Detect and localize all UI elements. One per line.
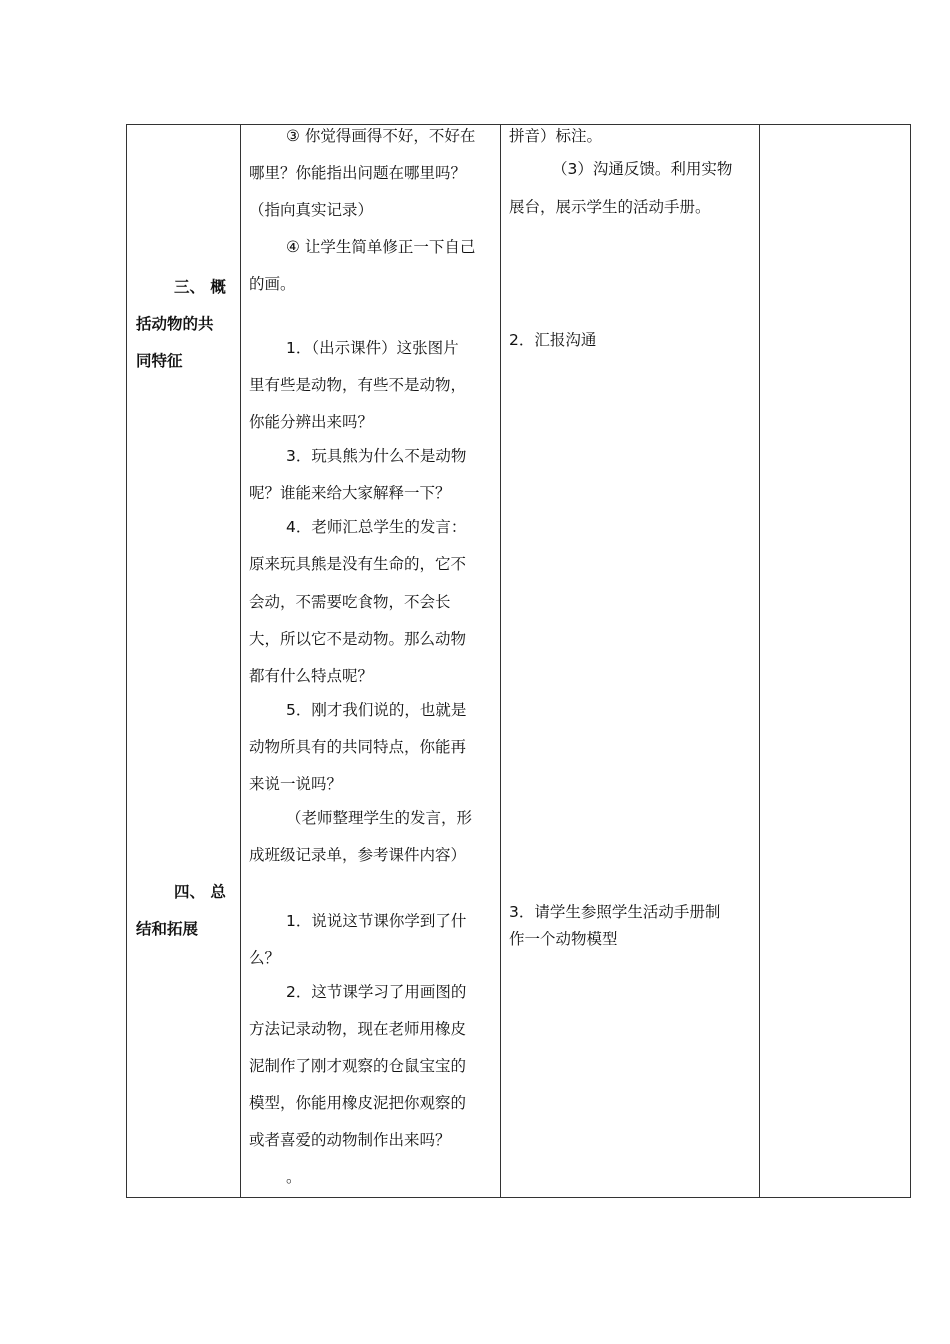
teacher-activity-line: 。 [286, 1168, 302, 1186]
column-divider [500, 125, 501, 1197]
student-activity-line: 作一个动物模型 [509, 930, 618, 948]
teacher-activity-line: 大，所以它不是动物。那么动物 [249, 630, 467, 648]
teacher-activity-line: 或者喜爱的动物制作出来吗？ [249, 1131, 451, 1149]
teacher-activity-line: 模型，你能用橡皮泥把你观察的 [249, 1094, 467, 1112]
teacher-activity-line: 你能分辨出来吗？ [249, 413, 374, 431]
teacher-activity-line: 2．这节课学习了用画图的 [286, 983, 467, 1001]
section3-heading-line1: 三、 概 [174, 278, 226, 296]
section4-heading-line2: 结和拓展 [136, 920, 199, 938]
teacher-activity-line: 1．说说这节课你学到了什 [286, 912, 467, 930]
student-activity-line: （3）沟通反馈。利用实物 [552, 160, 733, 178]
teacher-activity-line: 动物所具有的共同特点，你能再 [249, 738, 467, 756]
lesson-plan-table [126, 124, 911, 1198]
student-activity-line: 3．请学生参照学生活动手册制 [509, 903, 721, 921]
teacher-activity-line: ③ 你觉得画得不好，不好在 [286, 127, 476, 145]
teacher-activity-line: 哪里？你能指出问题在哪里吗？ [249, 164, 467, 182]
column-divider [759, 125, 760, 1197]
teacher-activity-line: 里有些是动物，有些不是动物， [249, 376, 467, 394]
teacher-activity-line: 么？ [249, 949, 281, 967]
teacher-activity-line: 原来玩具熊是没有生命的，它不 [249, 555, 467, 573]
teacher-activity-line: 方法记录动物，现在老师用橡皮 [249, 1020, 467, 1038]
teacher-activity-line: 5．刚才我们说的，也就是 [286, 701, 467, 719]
student-activity-line: 2．汇报沟通 [509, 331, 597, 349]
teacher-activity-line: （老师整理学生的发言，形 [286, 809, 473, 827]
teacher-activity-line: 都有什么特点呢？ [249, 667, 374, 685]
teacher-activity-line: 4．老师汇总学生的发言： [286, 518, 467, 536]
teacher-activity-line: 3．玩具熊为什么不是动物 [286, 447, 467, 465]
student-activity-line: 展台，展示学生的活动手册。 [509, 198, 711, 216]
teacher-activity-line: 泥制作了刚才观察的仓鼠宝宝的 [249, 1057, 467, 1075]
teacher-activity-line: 的画。 [249, 275, 296, 293]
teacher-activity-line: （指向真实记录） [249, 201, 374, 219]
teacher-activity-line: 成班级记录单，参考课件内容） [249, 846, 467, 864]
teacher-activity-line: 会动，不需要吃食物，不会长 [249, 593, 451, 611]
teacher-activity-line: 1．（出示课件）这张图片 [286, 339, 459, 357]
teacher-activity-line: 来说一说吗？ [249, 775, 343, 793]
teacher-activity-line: 呢？谁能来给大家解释一下？ [249, 484, 451, 502]
teacher-activity-line: ④ 让学生简单修正一下自己 [286, 238, 476, 256]
student-activity-line: 拼音）标注。 [509, 127, 603, 145]
section3-heading-line3: 同特征 [136, 352, 183, 370]
column-divider [240, 125, 241, 1197]
section4-heading-line1: 四、 总 [174, 883, 226, 901]
section3-heading-line2: 括动物的共 [136, 315, 214, 333]
